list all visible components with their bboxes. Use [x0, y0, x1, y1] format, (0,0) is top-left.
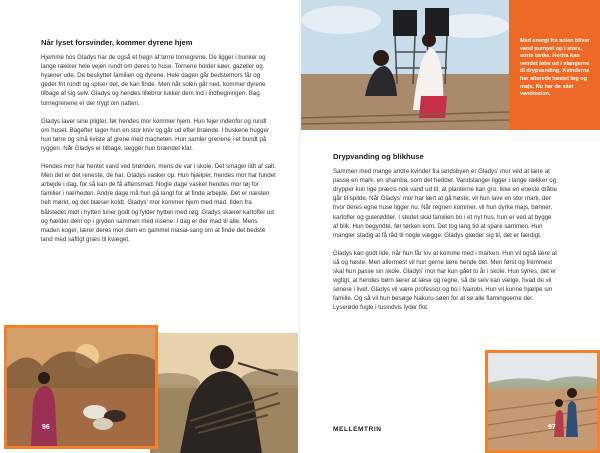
photo-caption: Med energi fra solen bliver vand pumpet op i store, sorte tanke. Herfra kan vandet løbe ud i slangerne til drypvanding. Kvinderne har allerede høstet løg og majs. Nu har de sået vandmelon.	[520, 38, 590, 98]
right-paragraph: Sammen med mange andre kvinder fra landsbyen er Gladys' mor ved at lære at passe en mark, en shamba, som det hedder. Vandslanger ligger i lange rækker og drypper kun lige præcis nok vand ud til, at planterne kan gro. Ikke en eneste dråbe går til spilde. Når Gladys' mor har lært at gå høste, vil hun lave en stor mark, der hvor deres egne huse ligger nu. Når regnen kommer, vil hun dyrke majs, bønner, kartofler og gulerødder. I stedet skal familien bo i et nyt hus, hun er ved at bygge af blik. Hun begyndte, før tørken kom. Det tog lang tid at spare sammen. Hun mangler stadig at få råd til nogle vægge. Gladys glæder sig til, det er færdigt.	[333, 168, 557, 239]
boy-with-firewood-photo	[150, 333, 298, 453]
left-page-text	[41, 38, 276, 251]
left-paragraph: Hjemme hos Gladys har de også et hegn af tørre tornegrene. De ligger i bunker og lange rækker hele vejen rundt om deres to huse. Tornene holder køer, gazeller og hyæner ude. De beskytter familien og dyrene. Hele dagen går bedstemors får og geder frit rundt og spiser det, de kan finde. Men når solen går ned, kommer dyrene tilbage af sig selv. Gladys og hendes lillebror lukker dem ind i indhegningen. Bag tornegrenene er der trygt om natten.	[41, 54, 266, 107]
girl-with-goats-photo	[4, 325, 158, 449]
right-heading: Drypvanding og blikhuse	[333, 152, 424, 161]
left-heading: Når lyset forsvinder, kommer dyrene hjem	[41, 38, 193, 47]
water-tanks-photo	[301, 0, 509, 130]
page-number-left: 96	[42, 424, 50, 431]
footer-section-label: MELLEMTRIN	[333, 426, 382, 433]
left-paragraph: Hendes mor har hentet vand ved brønden, mens de var i skole. Det smager lidt af salt. Men det er det reneste, de har. Gladys vasker op. Hun hjælper, hendes mor har fundet arbejde i dag, for så kan de få aftensmad. Nogle dage vasker hendes mor tøj for familier i nærheden. Andre dage må hun gå langt for at finde arbejde. Det er næsten helt mørkt, og det blæser koldt. Gladys' mor kommer hjem med mad. Ilden fra bålstedet midt i hytten luner godt og fylder hytten med røg. Gladys skærer kartofler ud og hælder dem op i gryden sammen med nisene. I dag er der mad til alle. Mens maden koger, lærer deres mor dem en gammel masai-sang om at finde det bedste land med saftigt græs til kvæget.	[41, 163, 276, 243]
photo-caption-box	[509, 0, 600, 130]
page-number-right: 97	[548, 424, 556, 431]
left-paragraph: Gladys laver sine pligter, før hendes mor kommer hjem. Hun fejer indenfor og rundt om huset. Bagefter tager hun en stor kniv og går ud efter brænde. I buskene hugger hun tørre og små kviste af grene med macheten. Hun samler grenene i et bundt på ryggen. Når Gladys er tilbage, lægger hun brændet klar.	[41, 117, 270, 152]
right-page-text	[333, 152, 558, 322]
children-in-field-photo	[485, 350, 600, 453]
right-paragraph: Gladys kan godt lide, når hun får lov at komme med i marken. Hun vil også lære at så og høste. Men allermest vil hun gerne lære hende det. Men først og fremmest skal hun passe sin skole. Gladys' mor har kun gået to år i skole. Hun synes, det er vigtigt, at hendes børn lærer at læse og regne, så de selv kan vælge, hvad de vil senere i livet. Gladys vil være professor og bo i Nairobi. Hun vil kunne hjælpe sin familie. Og så vil hun besøge Nakuru-søen for at se alle flamingoerne der. Lyserøde fugle i tusindvis lyder flot.	[333, 249, 557, 312]
